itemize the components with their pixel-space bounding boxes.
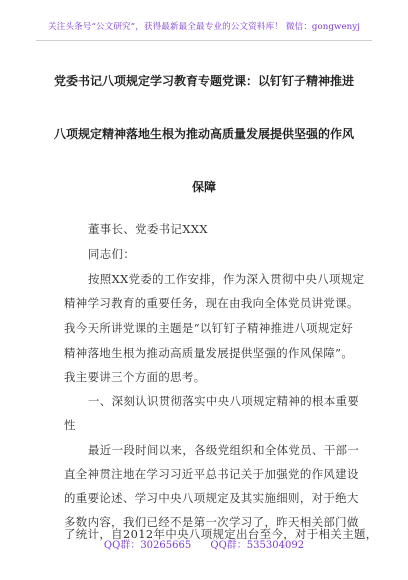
document-title-line-2: 八项规定精神落地生根为推动高质量发展提供坚强的作风 [53, 127, 354, 141]
paragraph-line: 我今天所讲党课的主题是“以钉钉子精神推进八项规定好 [64, 321, 354, 335]
paragraph-line: 的重要论述、学习中央八项规定及其实施细则，对于绝大 [64, 491, 359, 505]
paragraph-line: 多数内容，我们已经不是第一次学习了，昨天相关部门做 [64, 515, 359, 529]
section-heading-1: 一、深刻认识贯彻落实中央八项规定精神的根本重要 [88, 394, 360, 408]
qq-group-1: QQ群：30265665 [103, 540, 192, 551]
paragraph-line: 按照XX党委的工作安排，作为深入贯彻中央八项规定 [88, 272, 365, 286]
document-title-line-1: 党委书记八项规定学习教育专题党课：以钉钉子精神推进 [53, 74, 354, 88]
paragraph-line: 最近一段时间以来，各级党组织和全体党员、干部一 [88, 443, 360, 457]
speaker-line: 董事长、党委书记XXX [88, 222, 208, 236]
paragraph-line: 直全神贯注地在学习习近平总书记关于加强党的作风建设 [64, 467, 359, 481]
paragraph-line: 精神落地生根为推动高质量发展提供坚强的作风保障”。 [64, 346, 354, 360]
paragraph-line: 我主要讲三个方面的思考。 [64, 370, 206, 384]
salutation: 同志们： [88, 247, 136, 261]
header-divider [36, 40, 372, 41]
header-banner: 关注头条号“公文研究”，获得最新最全最专业的公文资料库！ 微信：gongwenyj [47, 22, 361, 32]
paragraph-line: 了统计，自2012年中央八项规定出台至今，对于相关主题， [64, 527, 378, 541]
section-heading-1-cont: 性 [64, 418, 76, 432]
document-title-line-3: 保障 [191, 180, 216, 194]
paragraph-line: 精神学习教育的重要任务，现在由我向全体党员讲党课。 [64, 296, 359, 310]
qq-group-2: QQ群：535304092 [210, 540, 305, 551]
